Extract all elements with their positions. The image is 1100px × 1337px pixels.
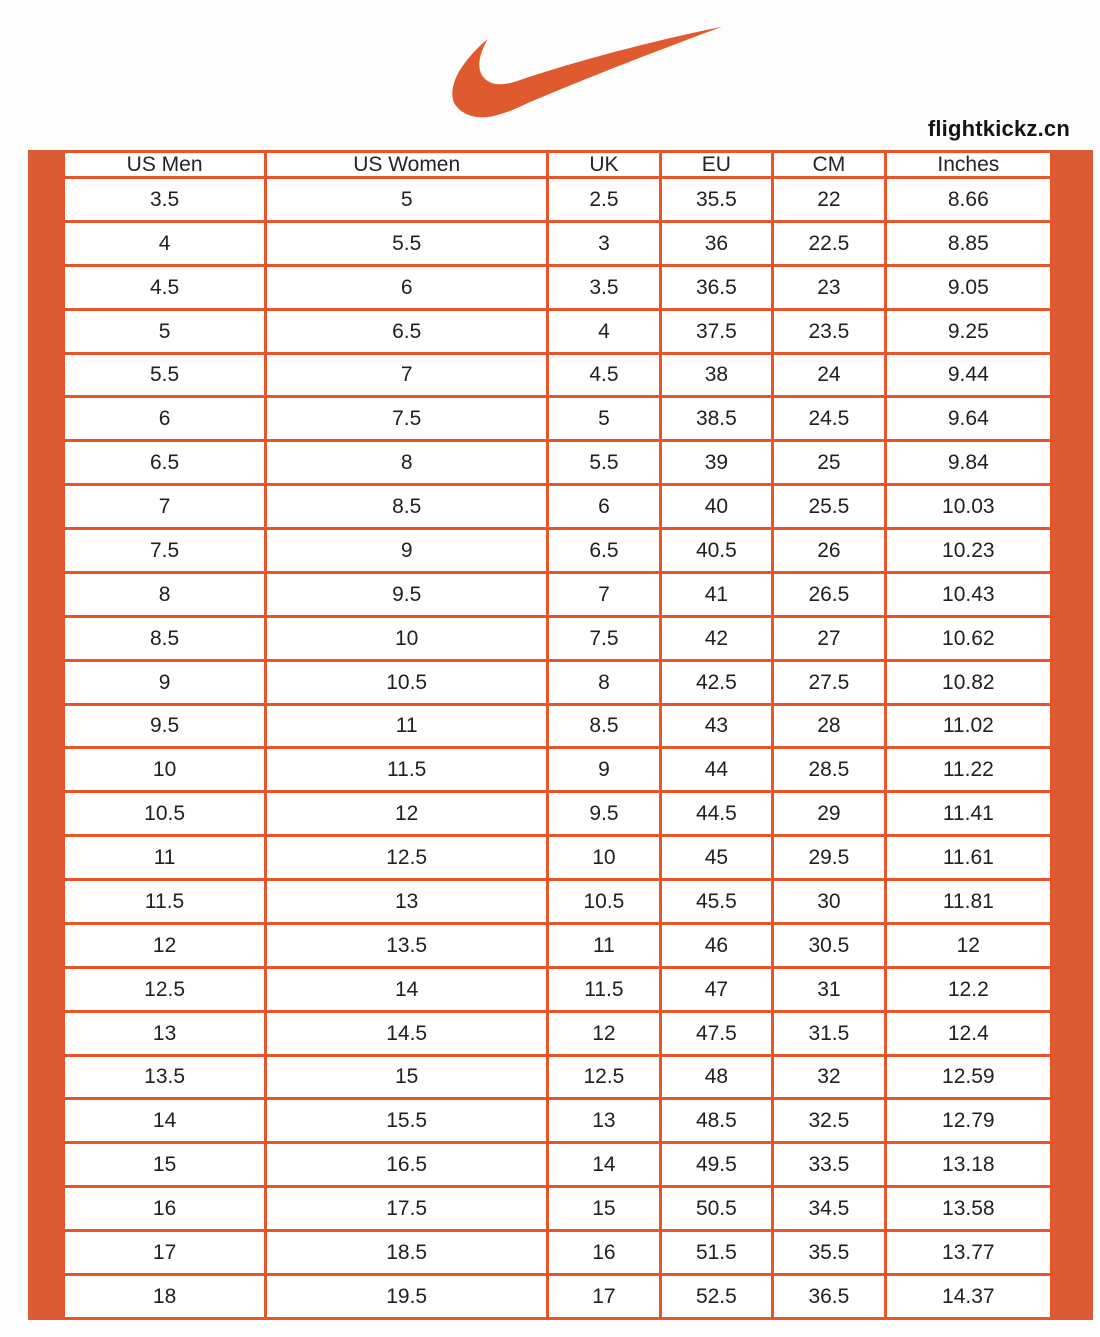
size-cell: 12.2 (885, 967, 1051, 1011)
size-cell: 5 (64, 309, 266, 353)
size-cell: 12 (548, 1011, 660, 1055)
size-cell: 6.5 (64, 441, 266, 485)
size-cell: 36.5 (660, 265, 772, 309)
size-cell: 13.77 (885, 1231, 1051, 1275)
size-cell: 11 (266, 704, 548, 748)
column-header: US Women (266, 152, 548, 178)
size-cell: 13 (266, 880, 548, 924)
size-cell: 6 (548, 485, 660, 529)
table-row (64, 1055, 1052, 1099)
size-cell: 18.5 (266, 1231, 548, 1275)
right-accent-bar (1053, 150, 1093, 1320)
size-cell: 49.5 (660, 1143, 772, 1187)
size-cell: 25 (773, 441, 885, 485)
size-cell: 18 (64, 1274, 266, 1318)
table-row (64, 397, 1052, 441)
size-cell: 11 (548, 923, 660, 967)
size-cell: 15.5 (266, 1099, 548, 1143)
size-cell: 9.84 (885, 441, 1051, 485)
size-cell: 48 (660, 1055, 772, 1099)
size-cell: 13 (548, 1099, 660, 1143)
size-cell: 3.5 (548, 265, 660, 309)
size-cell: 12.5 (64, 967, 266, 1011)
column-header: EU (660, 152, 772, 178)
size-cell: 9 (64, 660, 266, 704)
size-cell: 12.4 (885, 1011, 1051, 1055)
size-cell: 7.5 (266, 397, 548, 441)
size-cell: 11.02 (885, 704, 1051, 748)
size-cell: 45 (660, 836, 772, 880)
table-body (64, 178, 1052, 1319)
size-cell: 12 (64, 923, 266, 967)
size-cell: 47.5 (660, 1011, 772, 1055)
table-row (64, 1231, 1052, 1275)
size-cell: 9.64 (885, 397, 1051, 441)
table-row (64, 704, 1052, 748)
size-cell: 2.5 (548, 178, 660, 222)
size-cell: 15 (548, 1187, 660, 1231)
size-cell: 5 (548, 397, 660, 441)
size-cell: 12.79 (885, 1099, 1051, 1143)
table-row (64, 836, 1052, 880)
nike-swoosh-logo-icon (450, 24, 722, 120)
size-cell: 45.5 (660, 880, 772, 924)
size-cell: 12 (266, 792, 548, 836)
size-cell: 24.5 (773, 397, 885, 441)
size-cell: 29 (773, 792, 885, 836)
table-row (64, 529, 1052, 573)
size-cell: 14 (266, 967, 548, 1011)
size-cell: 17.5 (266, 1187, 548, 1231)
size-cell: 33.5 (773, 1143, 885, 1187)
size-cell: 8 (64, 572, 266, 616)
size-cell: 10.5 (548, 880, 660, 924)
size-cell: 25.5 (773, 485, 885, 529)
table-row (64, 880, 1052, 924)
size-cell: 28 (773, 704, 885, 748)
size-cell: 31 (773, 967, 885, 1011)
size-cell: 10.82 (885, 660, 1051, 704)
size-cell: 14.5 (266, 1011, 548, 1055)
size-cell: 9.5 (548, 792, 660, 836)
size-cell: 4 (64, 221, 266, 265)
size-cell: 8.5 (64, 616, 266, 660)
column-header: UK (548, 152, 660, 178)
left-accent-bar (28, 150, 62, 1320)
size-cell: 4 (548, 309, 660, 353)
size-cell: 52.5 (660, 1274, 772, 1318)
size-cell: 16 (548, 1231, 660, 1275)
size-cell: 43 (660, 704, 772, 748)
size-cell: 5 (266, 178, 548, 222)
table-row (64, 616, 1052, 660)
size-cell: 11.61 (885, 836, 1051, 880)
size-cell: 44 (660, 748, 772, 792)
size-cell: 23.5 (773, 309, 885, 353)
size-cell: 9.5 (266, 572, 548, 616)
table-row (64, 923, 1052, 967)
size-cell: 7.5 (548, 616, 660, 660)
size-cell: 17 (548, 1274, 660, 1318)
size-cell: 23 (773, 265, 885, 309)
size-cell: 4.5 (548, 353, 660, 397)
size-cell: 13.58 (885, 1187, 1051, 1231)
size-cell: 6 (64, 397, 266, 441)
size-cell: 9.25 (885, 309, 1051, 353)
size-cell: 47 (660, 967, 772, 1011)
size-cell: 32.5 (773, 1099, 885, 1143)
size-chart (28, 150, 1093, 1320)
table-row (64, 1099, 1052, 1143)
size-cell: 10.5 (64, 792, 266, 836)
size-cell: 12.5 (548, 1055, 660, 1099)
table-row (64, 1274, 1052, 1318)
size-cell: 46 (660, 923, 772, 967)
size-cell: 17 (64, 1231, 266, 1275)
table-row (64, 265, 1052, 309)
table-row (64, 1011, 1052, 1055)
size-cell: 10.62 (885, 616, 1051, 660)
size-cell: 7 (266, 353, 548, 397)
size-cell: 14 (548, 1143, 660, 1187)
size-cell: 26 (773, 529, 885, 573)
size-cell: 31.5 (773, 1011, 885, 1055)
size-cell: 44.5 (660, 792, 772, 836)
column-header: US Men (64, 152, 266, 178)
size-cell: 30.5 (773, 923, 885, 967)
size-cell: 51.5 (660, 1231, 772, 1275)
size-cell: 38.5 (660, 397, 772, 441)
size-cell: 7 (548, 572, 660, 616)
size-cell: 6.5 (266, 309, 548, 353)
size-cell: 22 (773, 178, 885, 222)
size-cell: 8 (548, 660, 660, 704)
size-cell: 10 (548, 836, 660, 880)
size-cell: 8 (266, 441, 548, 485)
size-cell: 4.5 (64, 265, 266, 309)
size-cell: 36 (660, 221, 772, 265)
size-cell: 9.05 (885, 265, 1051, 309)
column-header: Inches (885, 152, 1051, 178)
size-cell: 50.5 (660, 1187, 772, 1231)
size-cell: 10 (266, 616, 548, 660)
size-cell: 28.5 (773, 748, 885, 792)
size-cell: 16 (64, 1187, 266, 1231)
size-cell: 10.43 (885, 572, 1051, 616)
size-cell: 30 (773, 880, 885, 924)
size-cell: 5.5 (548, 441, 660, 485)
table-header (64, 152, 1052, 178)
size-cell: 37.5 (660, 309, 772, 353)
size-cell: 11.5 (64, 880, 266, 924)
size-cell: 5.5 (266, 221, 548, 265)
size-cell: 11 (64, 836, 266, 880)
size-cell: 42.5 (660, 660, 772, 704)
size-cell: 39 (660, 441, 772, 485)
size-cell: 14.37 (885, 1274, 1051, 1318)
column-header: CM (773, 152, 885, 178)
size-cell: 24 (773, 353, 885, 397)
table-row (64, 309, 1052, 353)
size-cell: 13.18 (885, 1143, 1051, 1187)
size-cell: 9 (266, 529, 548, 573)
size-cell: 13.5 (64, 1055, 266, 1099)
size-cell: 3.5 (64, 178, 266, 222)
size-cell: 8.66 (885, 178, 1051, 222)
table-row (64, 221, 1052, 265)
size-cell: 13 (64, 1011, 266, 1055)
size-cell: 40 (660, 485, 772, 529)
size-cell: 13.5 (266, 923, 548, 967)
size-cell: 35.5 (773, 1231, 885, 1275)
size-cell: 34.5 (773, 1187, 885, 1231)
size-cell: 14 (64, 1099, 266, 1143)
size-cell: 41 (660, 572, 772, 616)
size-cell: 10 (64, 748, 266, 792)
table-row (64, 792, 1052, 836)
size-cell: 35.5 (660, 178, 772, 222)
size-cell: 5.5 (64, 353, 266, 397)
size-cell: 11.22 (885, 748, 1051, 792)
table-row (64, 660, 1052, 704)
table-row (64, 1143, 1052, 1187)
size-cell: 42 (660, 616, 772, 660)
size-cell: 32 (773, 1055, 885, 1099)
size-cell: 8.85 (885, 221, 1051, 265)
size-cell: 29.5 (773, 836, 885, 880)
table-row (64, 748, 1052, 792)
size-cell: 38 (660, 353, 772, 397)
size-cell: 11.41 (885, 792, 1051, 836)
size-cell: 19.5 (266, 1274, 548, 1318)
size-cell: 6.5 (548, 529, 660, 573)
size-cell: 48.5 (660, 1099, 772, 1143)
size-cell: 10.23 (885, 529, 1051, 573)
size-cell: 26.5 (773, 572, 885, 616)
size-cell: 7 (64, 485, 266, 529)
table-row (64, 572, 1052, 616)
table-row (64, 441, 1052, 485)
website-label: flightkickz.cn (927, 116, 1070, 141)
table-row (64, 178, 1052, 222)
size-cell: 12.5 (266, 836, 548, 880)
size-cell: 3 (548, 221, 660, 265)
size-conversion-table (62, 150, 1053, 1320)
size-cell: 9 (548, 748, 660, 792)
size-cell: 11.81 (885, 880, 1051, 924)
size-cell: 15 (266, 1055, 548, 1099)
size-cell: 10.5 (266, 660, 548, 704)
size-cell: 8.5 (266, 485, 548, 529)
size-cell: 9.5 (64, 704, 266, 748)
size-cell: 8.5 (548, 704, 660, 748)
size-cell: 7.5 (64, 529, 266, 573)
size-cell: 10.03 (885, 485, 1051, 529)
header-row (64, 152, 1052, 178)
table-row (64, 967, 1052, 1011)
size-cell: 11.5 (548, 967, 660, 1011)
size-cell: 36.5 (773, 1274, 885, 1318)
size-cell: 22.5 (773, 221, 885, 265)
size-cell: 12.59 (885, 1055, 1051, 1099)
table-row (64, 1187, 1052, 1231)
size-cell: 9.44 (885, 353, 1051, 397)
size-cell: 16.5 (266, 1143, 548, 1187)
size-cell: 15 (64, 1143, 266, 1187)
size-cell: 40.5 (660, 529, 772, 573)
size-cell: 11.5 (266, 748, 548, 792)
table-row (64, 353, 1052, 397)
size-cell: 27.5 (773, 660, 885, 704)
size-cell: 6 (266, 265, 548, 309)
size-cell: 27 (773, 616, 885, 660)
size-cell: 12 (885, 923, 1051, 967)
table-row (64, 485, 1052, 529)
